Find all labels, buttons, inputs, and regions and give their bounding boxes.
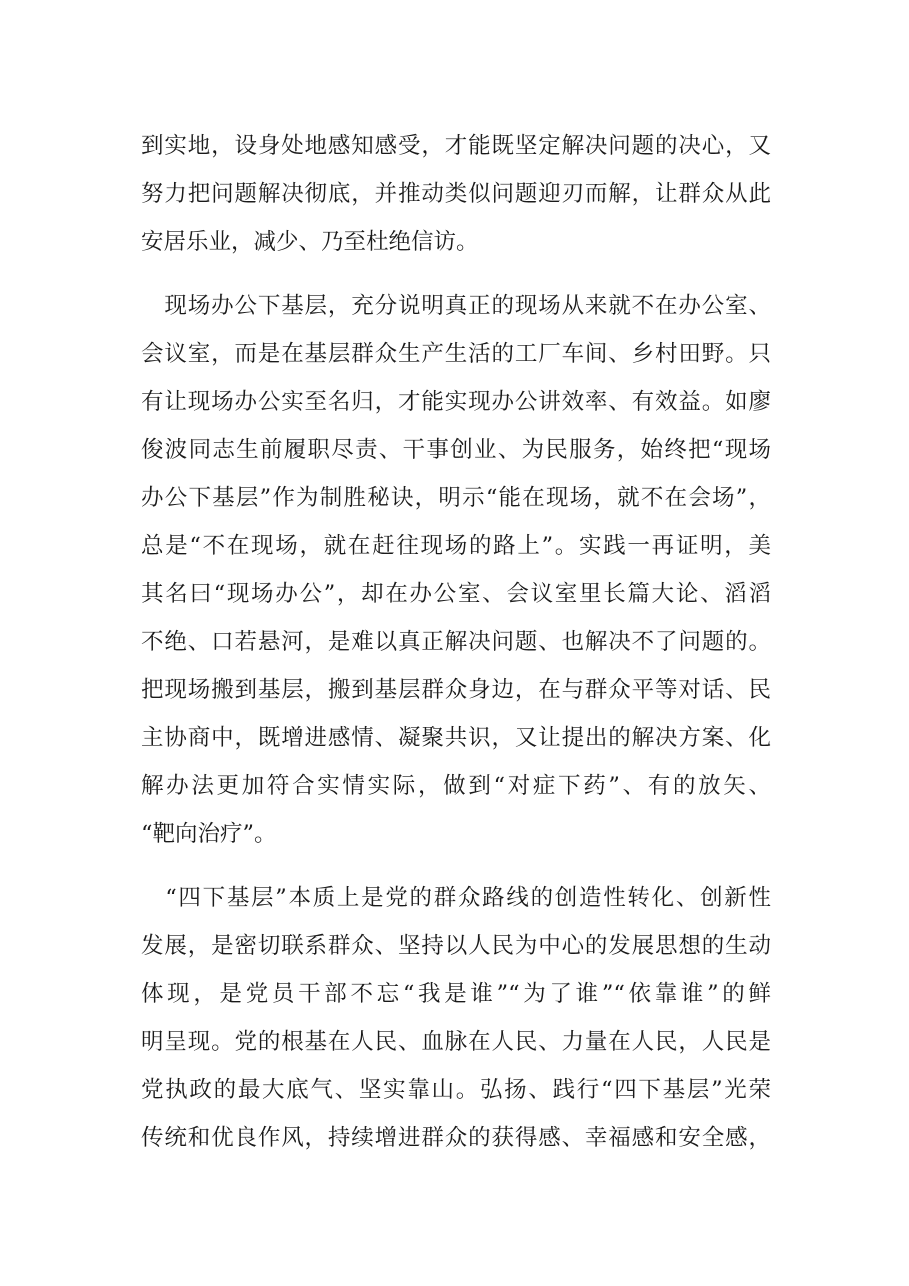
document-body [141,122,771,1162]
text-line: 把现场搬到基层，搬到基层群众身边，在与群众平等对话、民 [141,677,771,703]
text-line: “靶向治疗”。 [141,821,277,847]
text-line: 发展，是密切联系群众、坚持以人民为中心的发展思想的生动 [141,933,771,959]
text-line: 现场办公下基层，充分说明真正的现场从来就不在办公室、 [141,293,771,319]
text-line: 安居乐业，减少、乃至杜绝信访。 [141,229,479,255]
paragraph-1 [141,122,771,266]
text-line: 明呈现。党的根基在人民、血脉在人民、力量在人民，人民是 [141,1029,771,1055]
text-line: “四下基层”本质上是党的群众路线的创造性转化、创新性 [141,885,771,911]
text-line: 党执政的最大底气、坚实靠山。弘扬、践行“四下基层”光荣 [141,1077,771,1103]
text-line: 体现，是党员干部不忘“我是谁”“为了谁”“依靠谁”的鲜 [141,981,771,1007]
text-line: 俊波同志生前履职尽责、干事创业、为民服务，始终把“现场 [141,437,771,463]
paragraph-3 [141,874,771,1162]
text-line: 主协商中，既增进感情、凝聚共识，又让提出的解决方案、化 [141,725,771,751]
text-line: 不绝、口若悬河，是难以真正解决问题、也解决不了问题的。 [141,629,771,655]
text-line: 办公下基层”作为制胜秘诀，明示“能在现场，就不在会场”， [141,485,771,511]
text-line: 其名曰“现场办公”，却在办公室、会议室里长篇大论、滔滔 [141,581,771,607]
text-line: 有让现场办公实至名归，才能实现办公讲效率、有效益。如廖 [141,389,771,415]
text-line: 到实地，设身处地感知感受，才能既坚定解决问题的决心，又 [141,133,771,159]
paragraph-2 [141,282,771,858]
text-line: 传统和优良作风，持续增进群众的获得感、幸福感和安全感， [141,1125,771,1151]
text-line: 总是“不在现场，就在赶往现场的路上”。实践一再证明，美 [141,533,771,559]
text-line: 解办法更加符合实情实际，做到“对症下药”、有的放矢、 [141,773,771,799]
text-line: 会议室，而是在基层群众生产生活的工厂车间、乡村田野。只 [141,341,771,367]
text-line: 努力把问题解决彻底，并推动类似问题迎刃而解，让群众从此 [141,181,771,207]
